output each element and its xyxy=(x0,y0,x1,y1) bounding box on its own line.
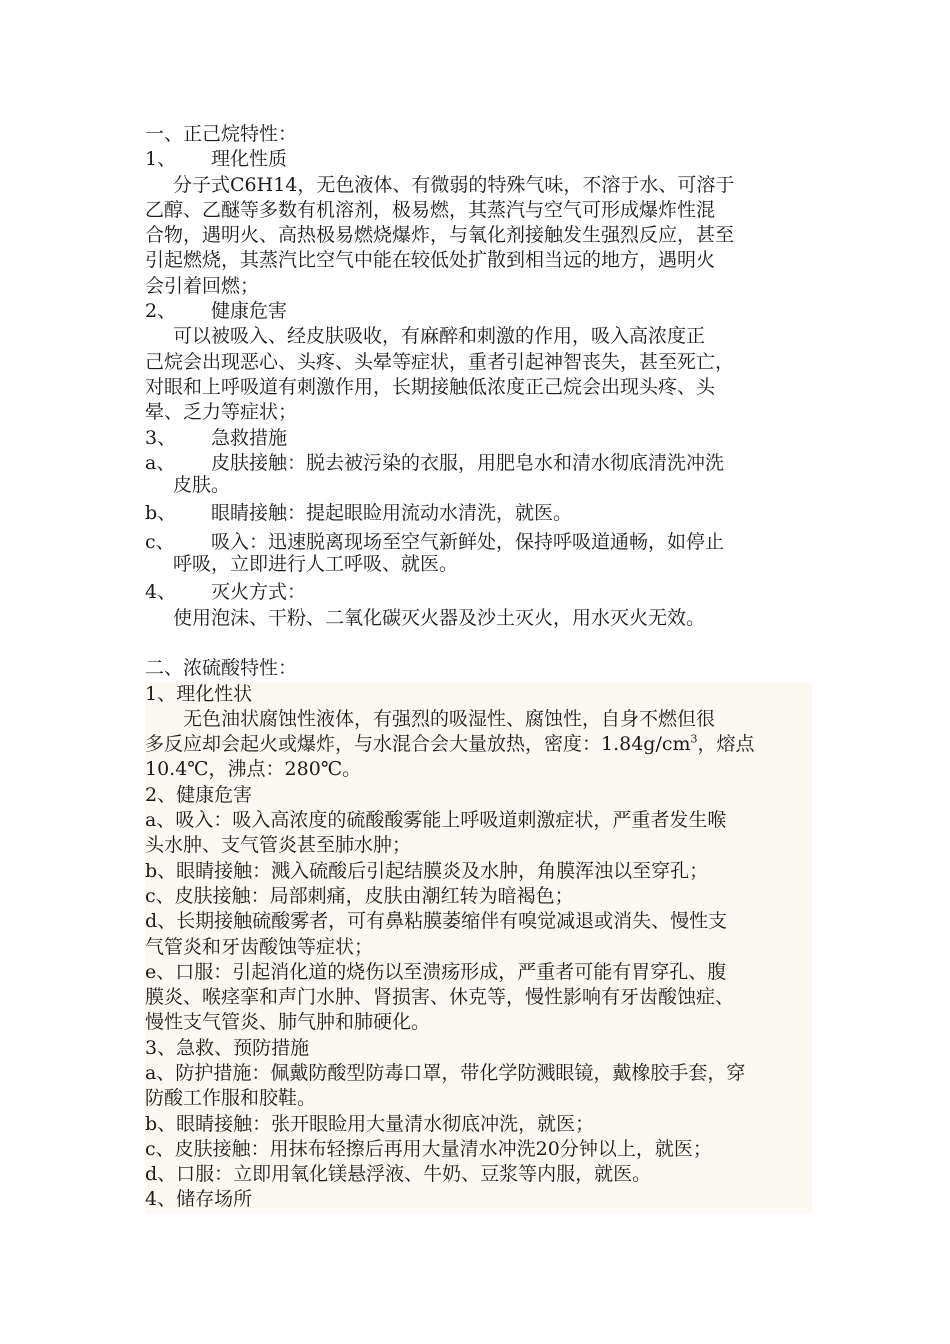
list-item-c: c、 吸入：迅速脱离现场至空气新鲜处，保持呼吸道通畅，如停止 xyxy=(145,530,725,553)
paragraph-line: 2、健康危害 xyxy=(145,783,253,806)
paragraph-line: 慢性支气管炎、肺气肿和肺硬化。 xyxy=(145,1011,431,1034)
paragraph-line: 合物，遇明火、高热极易燃烧爆炸，与氧化剂接触发生强烈反应，甚至 xyxy=(145,224,735,247)
list-item-continuation: 皮肤。 xyxy=(173,474,231,497)
paragraph-line: e、口服：引起消化道的烧伤以至溃疡形成，严重者可能有胃穿孔、腹 xyxy=(145,960,727,983)
section-title-hexane: 一、正己烷特性： xyxy=(145,123,298,145)
paragraph-line: c、皮肤接触：局部刺痛，皮肤由潮红转为暗褐色； xyxy=(145,884,574,907)
paragraph-line: 气管炎和牙齿酸蚀等症状； xyxy=(145,935,374,958)
paragraph-line: a、防护措施：佩戴防酸型防毒口罩，带化学防溅眼镜，戴橡胶手套，穿 xyxy=(145,1061,746,1084)
section-title-sulfuric-acid: 二、浓硫酸特性： xyxy=(145,657,298,680)
sulfuric-acid-content xyxy=(145,682,812,1213)
paragraph-line: 分子式C6H14，无色液体、有微弱的特殊气味，不溶于水、可溶于 xyxy=(173,173,735,196)
paragraph-line: c、皮肤接触：用抹布轻擦后再用大量清水冲洗20分钟以上，就医； xyxy=(145,1137,712,1160)
paragraph-line: 引起燃烧，其蒸汽比空气中能在较低处扩散到相当远的地方，遇明火 xyxy=(145,249,716,272)
paragraph-line: 防酸工作服和胶鞋。 xyxy=(145,1087,317,1110)
paragraph-line: 多反应却会起火或爆炸，与水混合会大量放热，密度：$1.84g/cm^3$，熔点 xyxy=(145,732,755,756)
document-page xyxy=(145,122,810,1213)
list-item-a: a、 皮肤接触：脱去被污染的衣服，用肥皂水和清水彻底清洗冲洗 xyxy=(145,451,725,474)
paragraph-line: 3、急救、预防措施 xyxy=(145,1036,310,1059)
paragraph-line: 头水肿、支气管炎甚至肺水肿； xyxy=(145,834,412,857)
paragraph-line: d、长期接触硫酸雾者，可有鼻粘膜萎缩伴有嗅觉减退或消失、慢性支 xyxy=(145,910,728,933)
heading-3-first-aid: 3、 急救措施 xyxy=(145,426,288,449)
paragraph-line: b、眼睛接触：张开眼睑用大量清水彻底冲洗，就医； xyxy=(145,1112,595,1135)
paragraph-line: 可以被吸入、经皮肤吸收，有麻醉和刺激的作用，吸入高浓度正 xyxy=(173,325,706,348)
paragraph-line: 己烷会出现恶心、头疼、头晕等症状，重者引起神智丧失，甚至死亡， xyxy=(145,350,735,373)
paragraph-line: 4、储存场所 xyxy=(145,1188,253,1211)
list-item-continuation: 呼吸，立即进行人工呼吸、就医。 xyxy=(173,553,459,576)
paragraph-line: 膜炎、喉痉挛和声门水肿、肾损害、休克等，慢性影响有牙齿酸蚀症、 xyxy=(145,986,735,1009)
paragraph-line: d、口服：立即用氧化镁悬浮液、牛奶、豆浆等内服，就医。 xyxy=(145,1163,652,1186)
heading-4-fire-fighting: 4、 灭火方式： xyxy=(145,581,307,604)
heading-1-physical-chemical: 1、 理化性质 xyxy=(145,148,288,171)
paragraph-line: 乙醇、乙醚等多数有机溶剂，极易燃，其蒸汽与空气可形成爆炸性混 xyxy=(145,198,716,221)
heading-2-health-hazard: 2、 健康危害 xyxy=(145,300,288,323)
paragraph-line: 会引着回燃； xyxy=(145,274,260,297)
paragraph-line: 使用泡沫、干粉、二氧化碳灭火器及沙土灭火，用水灭火无效。 xyxy=(173,606,706,629)
paragraph-line: a、吸入：吸入高浓度的硫酸酸雾能上呼吸道刺激症状，严重者发生喉 xyxy=(145,809,727,832)
list-item-b: b、 眼睛接触：提起眼睑用流动水清洗，就医。 xyxy=(145,502,573,525)
paragraph-line: 无色油状腐蚀性液体，有强烈的吸湿性、腐蚀性，自身不燃但很 xyxy=(183,707,716,730)
paragraph-line: 10.4℃，沸点：280℃。 xyxy=(145,758,362,781)
paragraph-line: 晕、乏力等症状； xyxy=(145,401,298,424)
paragraph-line: 对眼和上呼吸道有刺激作用，长期接触低浓度正己烷会出现头疼、头 xyxy=(145,375,716,398)
paragraph-line: b、眼睛接触：溅入硫酸后引起结膜炎及水肿，角膜浑浊以至穿孔； xyxy=(145,859,709,882)
subheading: 1、理化性状 xyxy=(145,682,253,705)
